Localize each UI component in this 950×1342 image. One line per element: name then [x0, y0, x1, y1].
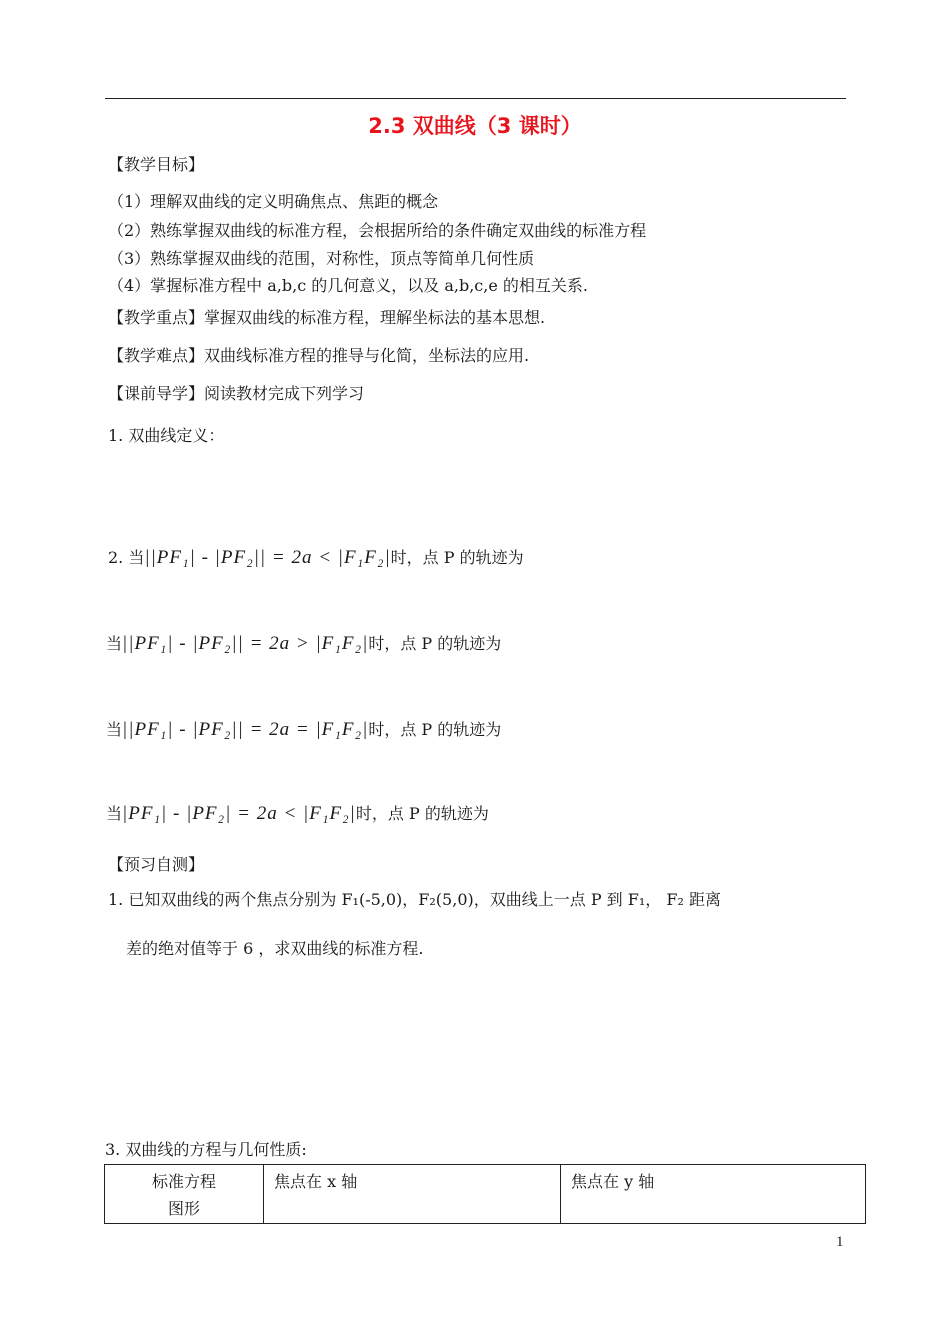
self-test-question-cont: 差的绝对值等于 6 ，求双曲线的标准方程. [126, 939, 424, 958]
locus-condition-1 [108, 548, 524, 568]
question-1: 1. 双曲线定义： [108, 426, 225, 445]
condition-formula: |PF₁| - |PF₂| = 2a < |F₁F₂| [122, 803, 356, 824]
self-test-question: 1. 已知双曲线的两个焦点分别为 F₁(-5,0)，F₂(5,0)，双曲线上一点 P 到 F₁， F₂ 距离 [108, 890, 721, 909]
table-label-equation: 标准方程 [151, 1172, 216, 1191]
condition-prefix: 2. 当 [108, 548, 145, 567]
condition-prefix: 当 [106, 634, 123, 653]
key-point: 【教学重点】掌握双曲线的标准方程，理解坐标法的基本思想. [108, 308, 546, 327]
question-3: 3. 双曲线的方程与几何性质: [105, 1140, 307, 1159]
condition-prefix: 当 [106, 720, 123, 739]
locus-condition-4 [106, 804, 489, 824]
objectives-heading: 【教学目标】 [108, 155, 205, 174]
header-rule [105, 98, 846, 99]
locus-condition-3 [106, 720, 501, 740]
table-col-y-axis: 焦点在 y 轴 [561, 1165, 866, 1224]
page-number: 1 [836, 1234, 844, 1250]
condition-prefix: 当 [106, 804, 123, 823]
self-test-heading: 【预习自测】 [108, 855, 205, 874]
condition-suffix: 时，点 P 的轨迹为 [368, 720, 502, 739]
page-title: 2.3 双曲线（3 课时） [368, 114, 582, 138]
condition-suffix: 时，点 P 的轨迹为 [368, 634, 502, 653]
locus-condition-2 [106, 634, 501, 654]
objective-item: （2）熟练掌握双曲线的标准方程，会根据所给的条件确定双曲线的标准方程 [108, 221, 647, 240]
preview-heading: 【课前导学】阅读教材完成下列学习 [108, 384, 365, 403]
properties-table [104, 1164, 866, 1224]
objective-item: （4）掌握标准方程中 a,b,c 的几何意义，以及 a,b,c,e 的相互关系. [108, 276, 588, 295]
difficulty: 【教学难点】双曲线标准方程的推导与化简，坐标法的应用. [108, 346, 530, 365]
table-header-cell [105, 1165, 264, 1224]
condition-formula: ||PF₁| - |PF₂|| = 2a < |F₁F₂| [144, 547, 391, 568]
table-label-graph: 图形 [167, 1199, 200, 1218]
condition-suffix: 时，点 P 的轨迹为 [355, 804, 489, 823]
objective-item: （1）理解双曲线的定义明确焦点、焦距的概念 [108, 192, 439, 211]
condition-suffix: 时，点 P 的轨迹为 [390, 548, 524, 567]
objective-item: （3）熟练掌握双曲线的范围，对称性，顶点等简单几何性质 [108, 249, 535, 268]
table-col-x-axis: 焦点在 x 轴 [264, 1165, 561, 1224]
condition-formula: ||PF₁| - |PF₂|| = 2a > |F₁F₂| [122, 633, 369, 654]
condition-formula: ||PF₁| - |PF₂|| = 2a = |F₁F₂| [122, 719, 369, 740]
